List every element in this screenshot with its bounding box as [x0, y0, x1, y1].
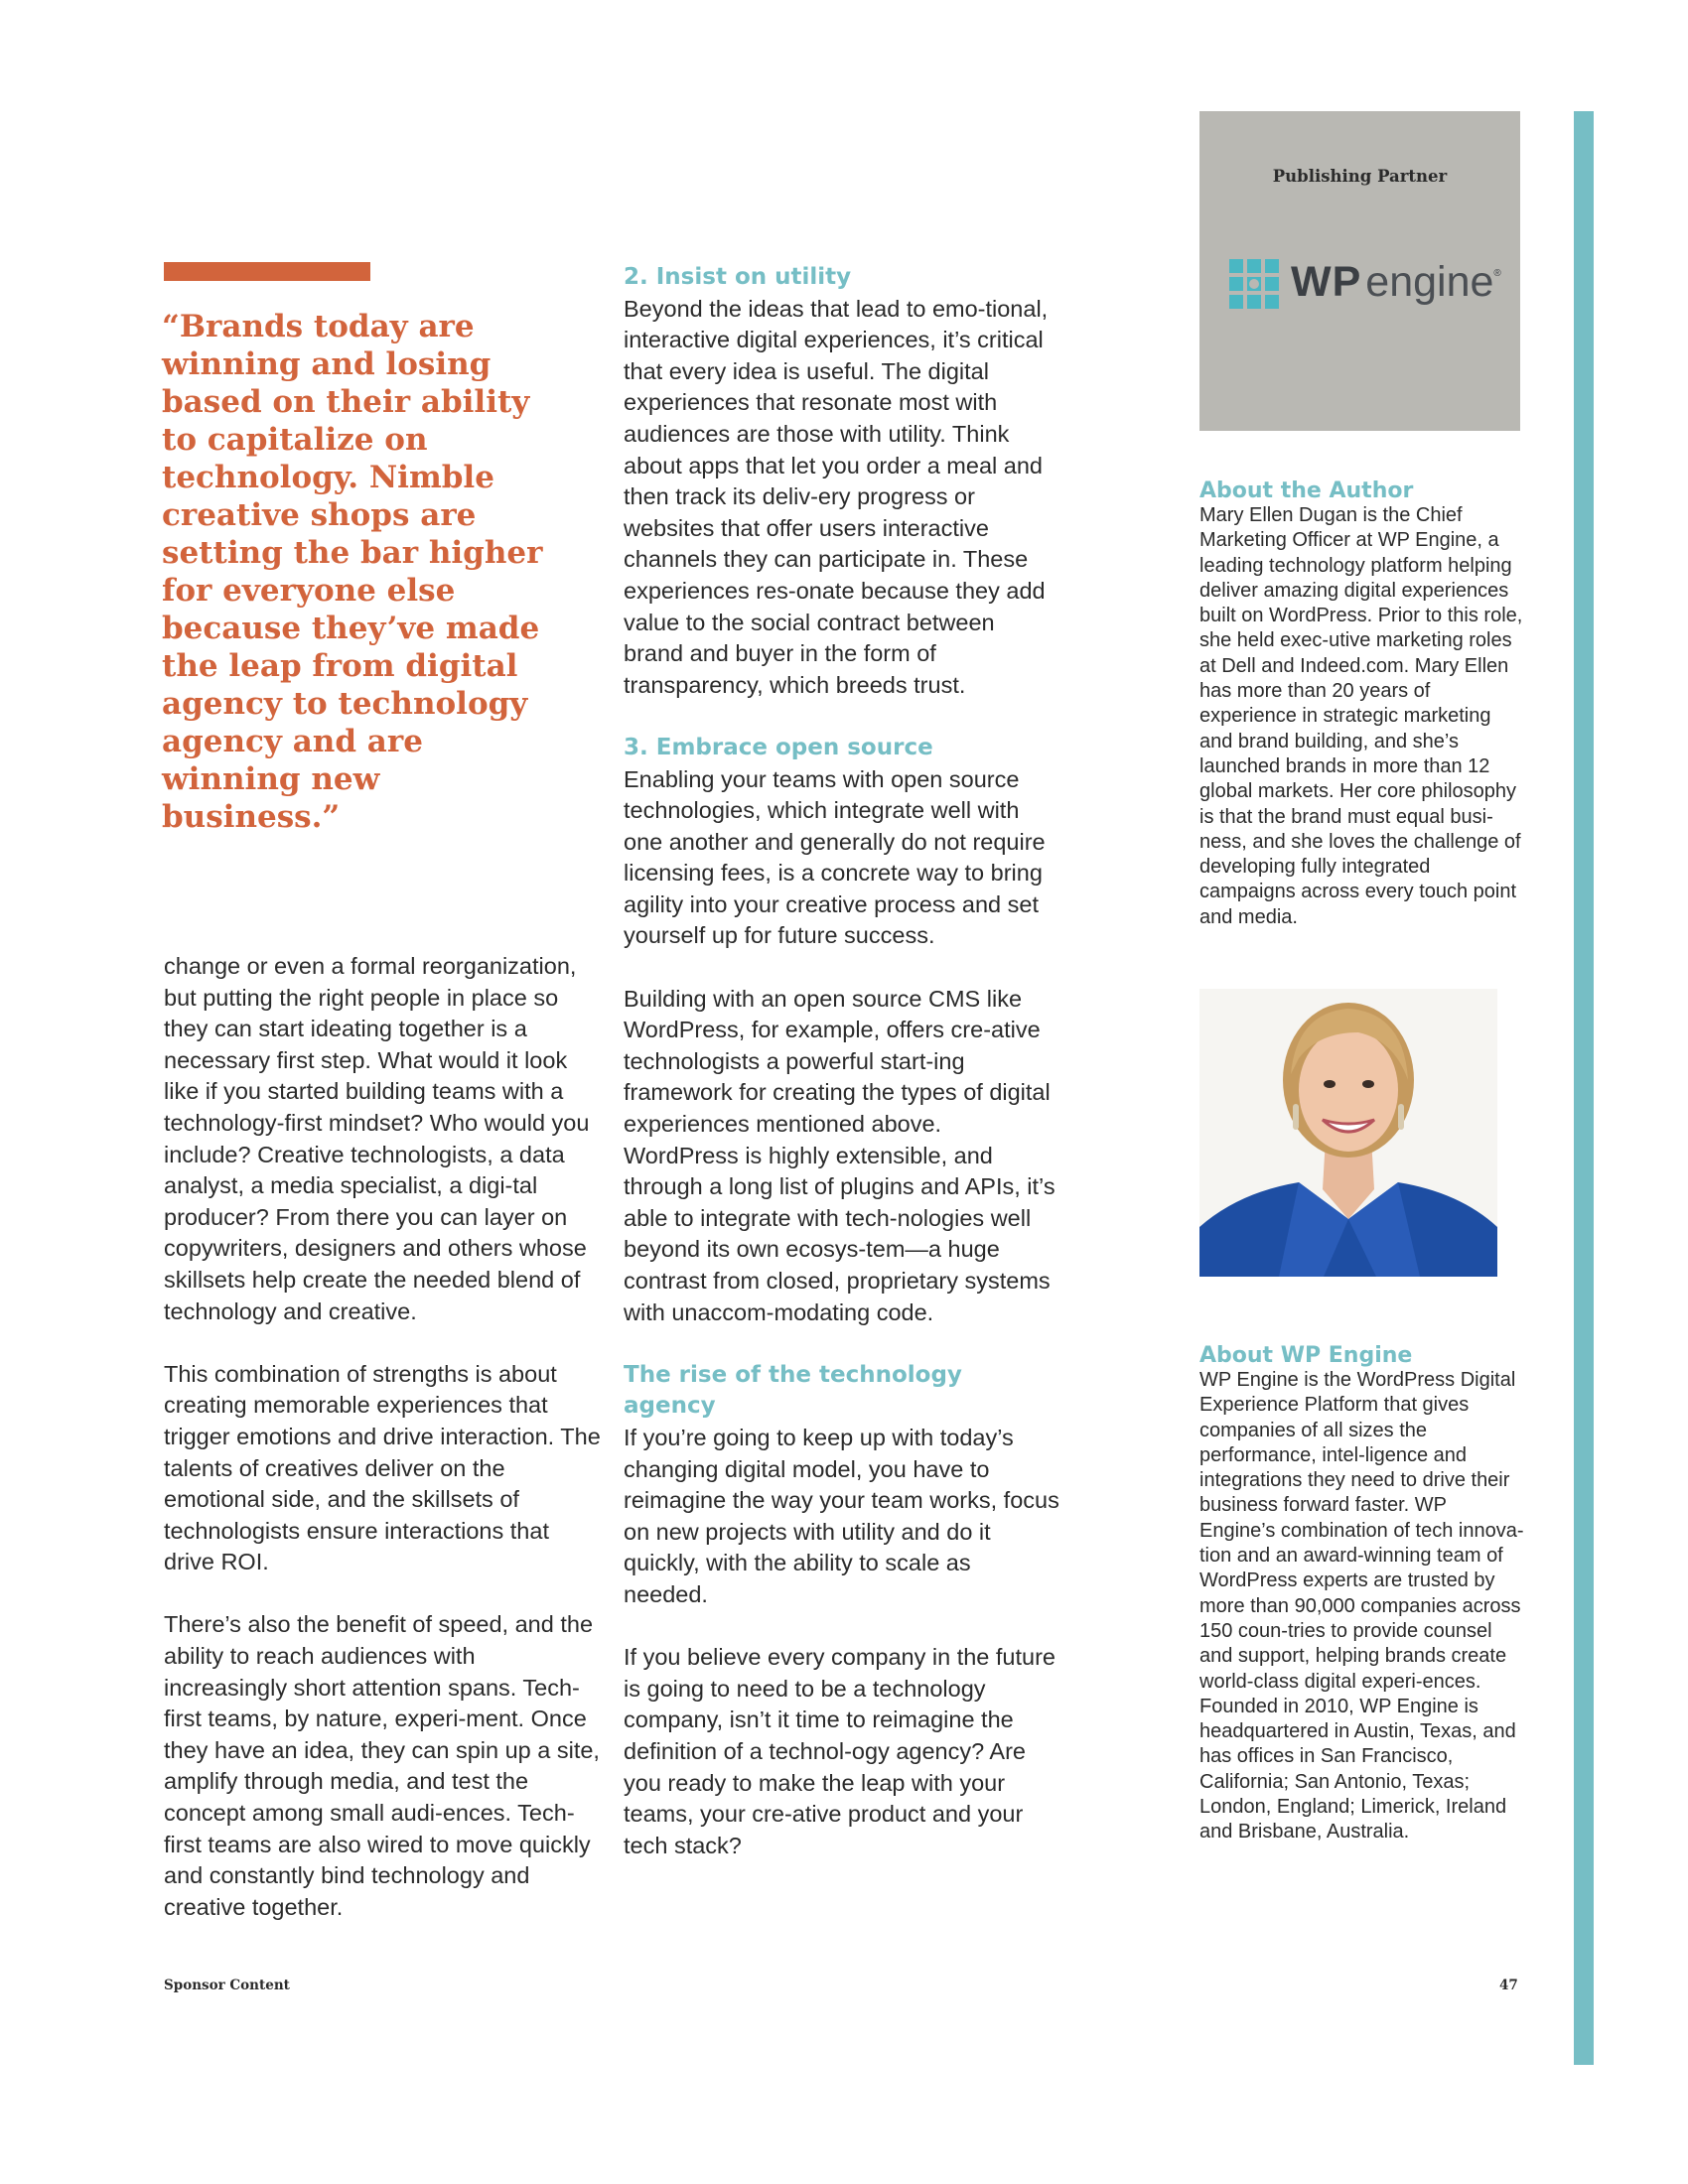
- section-rise-of-technology-agency: [624, 1360, 1060, 1862]
- about-wpengine-heading: About WP Engine: [1199, 1343, 1413, 1368]
- body-paragraph: If you’re going to keep up with today’s changing digital model, you have to reimagine the way your team works, focus on new projects with utility and do it quickly, with the ability to scale as needed.: [624, 1424, 1059, 1607]
- section-embrace-open-source: [624, 733, 1060, 1328]
- body-paragraph: Enabling your teams with open source technologies, which integrate well with one another and generally do not require licensing fees, is a concrete way to bring agility into your creative process and set yourself up for future success.: [624, 765, 1046, 949]
- about-the-author: [1199, 478, 1527, 930]
- about-wpengine-body: WP Engine is the WordPress Digital Experience Platform that gives companies of all sizes the performance, intel-ligence and integrations they need to drive their business forward faster. WP Engine’s combination of tech innova-tion and an award-winning team of WordPress experts are trusted by more than 90,000 companies across 150 coun-tries to provide counsel and support, helping brands create world-class digital experi-ences. Founded in 2010, WP Engine is headquartered in Austin, Texas, and has offices in San Francisco, California; San Antonio, Texas; London, England; Limerick, Ireland and Brisbane, Australia.: [1199, 1369, 1524, 1843]
- pull-quote: “Brands today are winning and losing based on their ability to capitalize on technology. Nimble creative shops are setting the bar higher for everyone else because they’ve made the leap from digital agency to technology agency and are winning new business.”: [162, 309, 543, 835]
- about-wp-engine: [1199, 1343, 1527, 1845]
- article-column-1: [164, 951, 601, 1923]
- about-author-heading: About the Author: [1199, 478, 1414, 503]
- section-heading: The rise of the technology agency: [624, 1361, 962, 1420]
- section-heading: 2. Insist on utility: [624, 264, 852, 290]
- body-paragraph: This combination of strengths is about creating memorable experiences that trigger emotions and drive interaction. The talents of creatives deliver on the emotional side, and the skillsets of technologists ensure interactions that drive ROI.: [164, 1360, 601, 1575]
- body-paragraph: Building with an open source CMS like WordPress, for example, offers cre-ative technologists a powerful start-ing framework for creating the types of digital experiences mentioned above. WordPress is highly extensible, and through a long list of plugins and APIs, it’s able to integrate with tech-nologies well beyond its own ecosys-tem—a huge contrast from closed, proprietary systems with unaccom-modating code.: [624, 985, 1055, 1325]
- section-insist-on-utility: [624, 262, 1060, 701]
- article-column-2: [624, 262, 1060, 1861]
- page-number: 47: [1499, 1978, 1518, 1993]
- wp-engine-logo: [1229, 250, 1501, 316]
- body-paragraph: If you believe every company in the future is going to need to be a technology company, isn’t it time to reimagine the definition of a technol-ogy agency? Are you ready to make the leap with your teams, your cre-ative product and your tech stack?: [624, 1644, 1055, 1858]
- body-paragraph: change or even a formal reorganization, but putting the right people in place so they can start ideating together is a necessary first step. What would it look like if you started building teams with a technology-first mindset? Who would you include? Creative technologists, a data analyst, a media specialist, a digi-tal producer? From there you can layer on copywriters, designers and others whose skillsets help create the needed blend of technology and creative.: [164, 953, 590, 1324]
- page-edge-bar: [1574, 111, 1594, 2065]
- about-author-body: Mary Ellen Dugan is the Chief Marketing Officer at WP Engine, a leading technology platform helping deliver amazing digital experiences built on WordPress. Prior to this role, she held exec-utive marketing roles at Dell and Indeed.com. Mary Ellen has more than 20 years of experience in strategic marketing and brand building, and she’s launched brands in more than 12 global markets. Her core philosophy is that the brand must equal busi-ness, and she loves the challenge of developing fully integrated campaigns across every touch point and media.: [1199, 504, 1523, 928]
- wp-engine-wordmark: WPengine®: [1291, 258, 1501, 306]
- body-paragraph: There’s also the benefit of speed, and the ability to reach audiences with increasingly short attention spans. Tech-first teams, by nature, experi-ment. Once they have an idea, they can spin up a site, amplify through media, and test the concept among small audi-ences. Tech-first teams are also wired to move quickly and constantly bind technology and creative together.: [164, 1611, 600, 1920]
- author-photo: [1199, 989, 1497, 1277]
- pull-quote-rule: [164, 262, 370, 281]
- author-portrait-image: [1199, 989, 1497, 1277]
- footer-sponsor-label: Sponsor Content: [164, 1978, 290, 1993]
- section-heading: 3. Embrace open source: [624, 734, 933, 760]
- publishing-partner-label: Publishing Partner: [1272, 167, 1448, 186]
- wp-engine-grid-icon: [1229, 259, 1279, 309]
- body-paragraph: Beyond the ideas that lead to emo-tional, interactive digital experiences, it’s critical that every idea is useful. The digital experiences that resonate most with audiences are those with utility. Think about apps that let you order a meal and then track its deliv-ery progress or websites that offer users interactive channels they can participate in. These experiences res-onate because they add value to the social contract between brand and buyer in the form of transparency, which breeds trust.: [624, 295, 1049, 698]
